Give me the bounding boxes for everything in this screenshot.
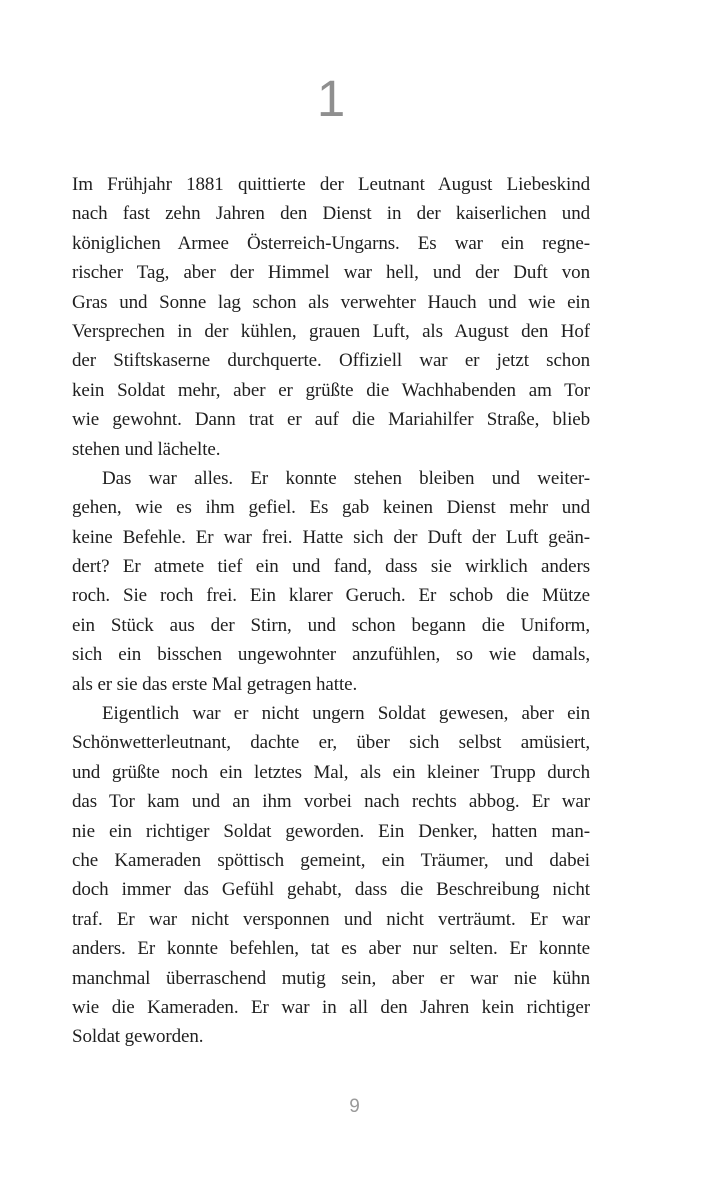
text-line: nie ein richtiger Soldat geworden. Ein Denker, hatten man-	[72, 820, 590, 842]
text-line: als er sie das erste Mal getragen hatte.	[72, 673, 358, 695]
text-line: Soldat geworden.	[72, 1026, 204, 1048]
text-line: doch immer das Gefühl gehabt, dass die Beschreibung nicht	[72, 879, 590, 901]
text-line: keine Befehle. Er war frei. Hatte sich der Duft der Luft geän-	[72, 526, 590, 548]
text-line: gehen, wie es ihm gefiel. Es gab keinen Dienst mehr und	[72, 497, 590, 519]
text-line: königlichen Armee Österreich-Ungarns. Es war ein regne-	[72, 232, 590, 254]
text-line: che Kameraden spöttisch gemeint, ein Träumer, und dabei	[72, 849, 590, 871]
text-line: roch. Sie roch frei. Ein klarer Geruch. Er schob die Mütze	[72, 585, 590, 607]
text-line: stehen und lächelte.	[72, 438, 221, 460]
text-column	[72, 0, 590, 1052]
text-line: kein Soldat mehr, aber er grüßte die Wachhabenden am Tor	[72, 379, 590, 401]
text-line: Im Frühjahr 1881 quittierte der Leutnant August Liebeskind	[72, 174, 590, 195]
text-line: nach fast zehn Jahren den Dienst in der kaiserlichen und	[72, 203, 590, 225]
text-line: Schönwetterleutnant, dachte er, über sich selbst amüsiert,	[72, 732, 590, 754]
text-line: wie die Kameraden. Er war in all den Jahren kein richtiger	[72, 996, 590, 1018]
text-line: das Tor kam und an ihm vorbei nach rechts abbog. Er war	[72, 791, 590, 813]
text-line: der Stiftskaserne durchquerte. Offiziell war er jetzt schon	[72, 350, 590, 372]
text-line: Versprechen in der kühlen, grauen Luft, als August den Hof	[72, 320, 590, 342]
chapter-number: 1	[316, 70, 346, 127]
text-line: Das war alles. Er konnte stehen bleiben und weiter-	[102, 467, 590, 489]
text-line: dert? Er atmete tief ein und fand, dass sie wirklich anders	[72, 556, 590, 578]
body-text	[72, 170, 590, 1052]
text-line: Gras und Sonne lag schon als verwehter Hauch und wie ein	[72, 291, 590, 313]
text-line: anders. Er konnte befehlen, tat es aber nur selten. Er konnte	[72, 938, 590, 960]
page-number: 9	[349, 1096, 360, 1117]
text-line: wie gewohnt. Dann trat er auf die Mariahilfer Straße, blieb	[72, 409, 590, 431]
text-line: Eigentlich war er nicht ungern Soldat gewesen, aber ein	[102, 703, 590, 725]
text-line: und grüßte noch ein letztes Mal, als ein kleiner Trupp durch	[72, 761, 590, 783]
text-line: rischer Tag, aber der Himmel war hell, und der Duft von	[72, 262, 590, 284]
text-line: ein Stück aus der Stirn, und schon begann die Uniform,	[72, 614, 590, 636]
text-line: sich ein bisschen ungewohnter anzufühlen, so wie damals,	[72, 644, 590, 666]
text-line: traf. Er war nicht versponnen und nicht verträumt. Er war	[72, 908, 590, 930]
text-line: manchmal überraschend mutig sein, aber er war nie kühn	[72, 967, 590, 989]
